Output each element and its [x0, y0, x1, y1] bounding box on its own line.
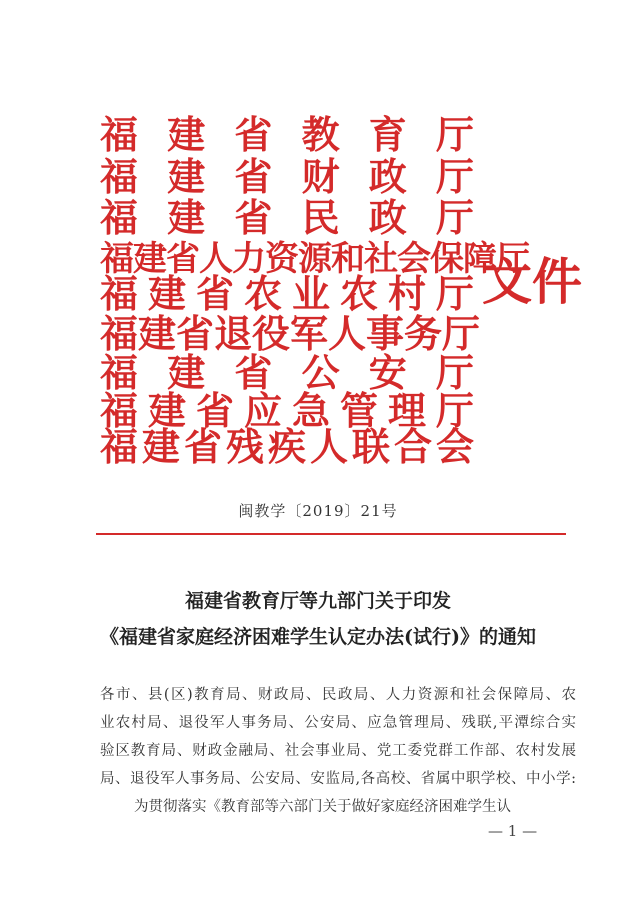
document-number: 闽教学〔2019〕21号	[238, 502, 398, 520]
body-line	[100, 681, 576, 709]
agency-name-text: 福建省退役军人事务厅	[100, 311, 481, 356]
agency-name	[100, 195, 474, 240]
body-line-text: 为贯彻落实《教育部等六部门关于做好家庭经济困难学生认	[134, 799, 511, 815]
body-line-text: 业农村局、退役军人事务局、公安局、应急管理局、残联,平潭综合实	[100, 715, 576, 731]
document-title-line-1: 福建省教育厅等九部门关于印发	[184, 590, 451, 612]
body-line-text: 验区教育局、财政金融局、社会事业局、党工委党群工作部、农村发展	[100, 743, 576, 759]
agency-name-text: 福建省民政厅	[100, 195, 474, 240]
body-line	[100, 709, 576, 737]
agency-name-text: 福建省人力资源和社会保障厅	[100, 239, 529, 279]
body-line	[134, 793, 576, 821]
agency-name	[100, 112, 474, 157]
document-title-line-2: 《福建省家庭经济困难学生认定办法(试行)》的通知	[100, 626, 536, 648]
agency-name	[100, 154, 474, 199]
agency-name-text: 福建省农业农村厅	[100, 271, 474, 316]
agency-name	[100, 271, 474, 316]
agency-name-text: 福建省残疾人联合会	[100, 424, 474, 469]
body-line	[100, 737, 576, 765]
agency-name-text: 福建省财政厅	[100, 154, 474, 199]
agency-name	[100, 424, 474, 469]
agency-name-text: 福建省应急管理厅	[100, 388, 474, 433]
red-divider-line	[96, 533, 566, 535]
body-line-text: 局、退役军人事务局、公安局、安监局,各高校、省属中职学校、中小学:	[100, 771, 576, 787]
page-number: — 1 —	[488, 822, 538, 840]
body-line	[100, 765, 576, 793]
document-type-label: 文件	[482, 252, 582, 311]
agency-name-text: 福建省教育厅	[100, 112, 474, 157]
agency-name-text: 福建省公安厅	[100, 350, 474, 395]
body-line-text: 各市、县(区)教育局、财政局、民政局、人力资源和社会保障局、农	[100, 687, 576, 703]
